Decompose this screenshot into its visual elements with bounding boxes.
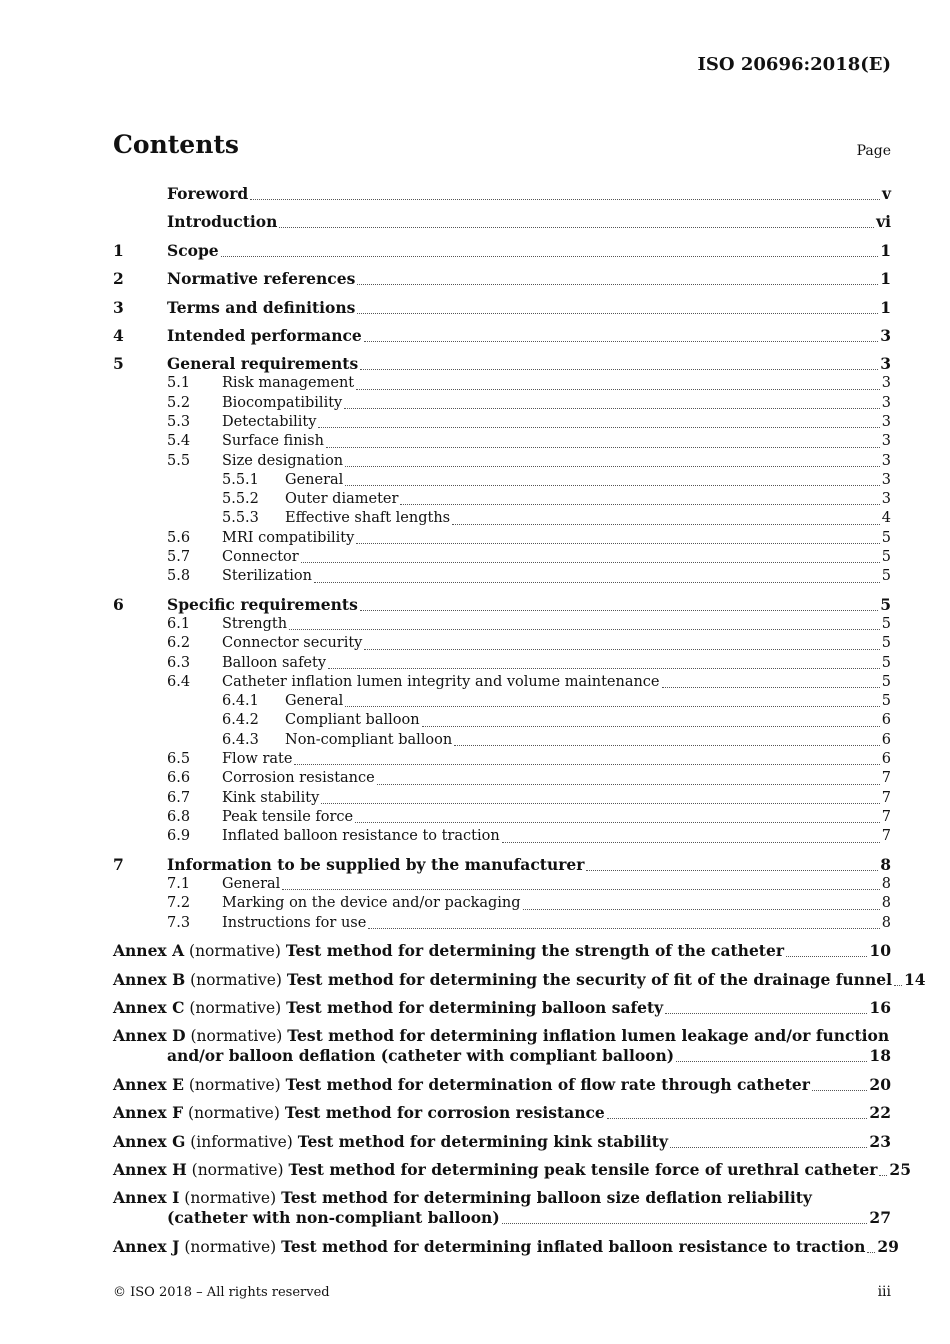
annex-page: 20 — [869, 1074, 891, 1094]
toc-entry-title: Marking on the device and/or packaging — [222, 895, 521, 912]
dot-leader — [670, 1147, 867, 1148]
dot-leader — [345, 485, 879, 486]
toc-entry[interactable] — [113, 529, 891, 548]
toc-entry-title: General — [222, 875, 281, 892]
toc-entry-number: 5.1 — [167, 375, 191, 392]
annex-title: Test method for corrosion resistance — [284, 1103, 605, 1123]
table-of-contents — [113, 184, 926, 1257]
toc-entry-title: Scope — [167, 240, 219, 260]
toc-entry-title: Risk management — [222, 375, 355, 392]
annex-entry[interactable] — [113, 969, 926, 990]
annex-page: 27 — [869, 1208, 891, 1228]
toc-entry[interactable] — [113, 654, 891, 673]
annex-type: (normative) — [184, 1237, 277, 1256]
toc-entry-page: 8 — [881, 914, 891, 931]
dot-leader — [357, 313, 878, 314]
toc-entry-page: 3 — [881, 413, 891, 430]
annex-heading — [113, 1160, 877, 1180]
dot-leader — [356, 389, 880, 390]
toc-entry-page: 4 — [881, 510, 891, 527]
toc-entry[interactable] — [113, 914, 891, 933]
annex-entry[interactable] — [113, 1075, 891, 1095]
annex-type: (normative) — [189, 942, 281, 961]
toc-entry[interactable] — [113, 413, 891, 432]
toc-entry-title: Strength — [222, 616, 288, 632]
toc-entry-title: Biocompatibility — [222, 394, 343, 411]
annex-label: Annex F — [113, 1103, 184, 1123]
dot-leader — [294, 764, 879, 765]
annex-label: Annex I — [113, 1188, 180, 1208]
annex-title: Test method for determination of flow rate through catheter — [285, 1074, 810, 1094]
toc-entry-title: Catheter inflation lumen integrity and volume maintenance — [222, 673, 660, 690]
toc-entry[interactable] — [113, 269, 891, 289]
annex-label: Annex B — [113, 969, 186, 989]
dot-leader — [523, 909, 880, 910]
toc-entry-number: 5.7 — [167, 549, 191, 566]
toc-entry[interactable] — [113, 731, 891, 750]
toc-entry-number: 5.5.3 — [222, 510, 259, 527]
toc-entry-title: Non-compliant balloon — [285, 731, 453, 748]
dot-leader — [250, 199, 880, 200]
toc-entry-title: Inflated balloon resistance to traction — [222, 828, 500, 845]
toc-entry-page: vi — [876, 212, 891, 232]
dot-leader — [662, 687, 880, 688]
annex-heading — [113, 1237, 865, 1257]
annex-title: Test method for determining inflation lumen leakage and/or function — [287, 1026, 890, 1046]
toc-entry-number: 6.4 — [167, 673, 191, 690]
dot-leader — [812, 1090, 867, 1091]
annex-entry[interactable] — [113, 1159, 911, 1180]
toc-entry-title: Specific requirements — [167, 595, 358, 614]
toc-entry[interactable] — [113, 212, 891, 232]
annex-line — [113, 969, 926, 990]
dot-leader — [357, 284, 878, 285]
toc-entry[interactable] — [113, 452, 891, 471]
copyright-notice: © ISO 2018 – All rights reserved — [113, 1285, 330, 1300]
toc-entry-page: 3 — [880, 354, 891, 374]
dot-leader — [502, 842, 880, 843]
toc-entry-number: 6.4.2 — [222, 712, 259, 729]
toc-entry-number: 5.6 — [167, 529, 191, 546]
toc-entry-title: Detectability — [222, 413, 317, 430]
toc-entry[interactable] — [113, 567, 891, 586]
annex-title: Test method for determining kink stability — [297, 1131, 668, 1151]
toc-entry-page: 8 — [881, 895, 891, 912]
toc-entry[interactable] — [113, 394, 891, 413]
toc-entry-page: 3 — [881, 471, 891, 488]
annex-page: 18 — [869, 1046, 891, 1066]
toc-entry-number: 5.3 — [167, 413, 191, 430]
toc-entry[interactable] — [113, 634, 891, 653]
toc-entry[interactable] — [113, 354, 891, 374]
annex-type: (normative) — [188, 1104, 280, 1123]
toc-entry-title: General — [285, 693, 344, 710]
toc-entry-page: 5 — [881, 635, 891, 652]
annex-continuation — [113, 1208, 891, 1228]
toc-entry[interactable] — [113, 750, 891, 769]
dot-leader — [665, 1013, 867, 1014]
toc-entry[interactable] — [113, 326, 891, 346]
annex-line — [113, 941, 891, 961]
annex-label: Annex E — [113, 1074, 184, 1094]
toc-entry-title: Size designation — [222, 452, 344, 469]
annex-entry[interactable] — [113, 1236, 899, 1257]
toc-entry-page: 3 — [881, 433, 891, 450]
toc-entry-number: 7.3 — [167, 914, 191, 931]
toc-entry-page: 8 — [881, 875, 891, 892]
toc-entry[interactable] — [113, 855, 891, 875]
toc-entry-number: 5.5.2 — [222, 491, 259, 508]
toc-entry-page: 3 — [881, 375, 891, 392]
annex-type: (normative) — [188, 1075, 281, 1094]
toc-entry-page: 8 — [880, 854, 891, 874]
toc-entry-title: Peak tensile force — [222, 808, 354, 825]
toc-entry-page: 1 — [880, 269, 891, 289]
toc-entry-number: 2 — [113, 269, 124, 289]
toc-entry-title: Effective shaft lengths — [285, 510, 451, 527]
toc-entry[interactable] — [113, 615, 891, 634]
toc-entry[interactable] — [113, 298, 891, 318]
annex-label: Annex A — [113, 941, 185, 961]
toc-entry[interactable] — [113, 595, 891, 615]
toc-entry-page: 7 — [881, 789, 891, 806]
toc-entry-title: Balloon safety — [222, 654, 327, 671]
dot-leader — [400, 504, 879, 505]
annex-page: 29 — [877, 1236, 899, 1256]
dot-leader — [586, 870, 878, 871]
annex-entry[interactable] — [113, 998, 891, 1018]
toc-entry-number: 1 — [113, 240, 124, 260]
annex-line — [113, 998, 891, 1018]
annex-label: Annex G — [113, 1131, 186, 1151]
toc-entry-page: 3 — [881, 491, 891, 508]
annex-line — [113, 1103, 891, 1123]
dot-leader — [894, 985, 902, 986]
toc-entry-page: 7 — [881, 770, 891, 787]
toc-entry-number: 6.7 — [167, 789, 191, 806]
toc-entry-title: Introduction — [167, 212, 278, 232]
toc-entry-page: 1 — [880, 297, 891, 317]
dot-leader — [328, 668, 880, 669]
toc-entry-page: 5 — [881, 654, 891, 671]
toc-entry-title: Instructions for use — [222, 914, 367, 931]
annex-type: (normative) — [190, 970, 282, 989]
dot-leader — [314, 582, 880, 583]
dot-leader — [502, 1223, 868, 1224]
toc-entry-number: 5.8 — [167, 568, 191, 585]
dot-leader — [321, 803, 879, 804]
toc-entry[interactable] — [113, 184, 891, 204]
dot-leader — [364, 649, 879, 650]
dot-leader — [368, 928, 879, 929]
toc-entry-page: 5 — [880, 595, 891, 614]
dot-leader — [786, 956, 867, 957]
annex-type: (normative) — [184, 1189, 277, 1208]
document-id: ISO 20696:2018(E) — [697, 54, 891, 75]
toc-entry[interactable] — [113, 509, 891, 528]
toc-entry[interactable] — [113, 432, 891, 451]
dot-leader — [355, 822, 880, 823]
toc-entry[interactable] — [113, 711, 891, 730]
annex-type: (normative) — [189, 999, 282, 1018]
toc-entry[interactable] — [113, 548, 891, 567]
toc-entry-page: 5 — [881, 616, 891, 632]
toc-entry-title: Normative references — [167, 269, 356, 289]
annex-entry[interactable] — [113, 1132, 891, 1152]
annex-line — [113, 1159, 911, 1180]
toc-entry-page: 5 — [881, 673, 891, 690]
dot-leader — [364, 341, 878, 342]
annex-title: Test method for determining balloon size deflation reliability — [281, 1188, 812, 1208]
annex-first-line — [113, 1026, 891, 1046]
toc-entry-number: 5.2 — [167, 394, 191, 411]
annex-line — [113, 1132, 891, 1152]
page-number: iii — [877, 1284, 891, 1300]
toc-entry-number: 6 — [113, 595, 124, 614]
page-column-label: Page — [856, 143, 891, 159]
toc-entry-title: Foreword — [167, 184, 249, 203]
dot-leader — [879, 1175, 887, 1176]
annex-continuation — [113, 1046, 891, 1066]
dot-leader — [676, 1061, 867, 1062]
toc-entry-page: 7 — [881, 828, 891, 845]
toc-entry-page: 5 — [881, 549, 891, 566]
annex-label: Annex C — [113, 998, 185, 1018]
toc-entry-title: Intended performance — [167, 325, 362, 345]
toc-entry-page: 3 — [880, 325, 891, 345]
annex-label: Annex H — [113, 1159, 187, 1179]
toc-entry-title: Terms and definitions — [167, 297, 356, 317]
dot-leader — [345, 706, 879, 707]
dot-leader — [301, 562, 880, 563]
toc-entry[interactable] — [113, 827, 891, 846]
annex-page: 14 — [903, 969, 926, 989]
toc-entry-number: 6.3 — [167, 654, 191, 671]
annex-title: Test method for determining balloon safety — [286, 998, 664, 1018]
toc-entry-page: 5 — [881, 693, 891, 710]
annex-title-continued: (catheter with non-compliant balloon) — [167, 1208, 500, 1228]
toc-entry[interactable] — [113, 894, 891, 913]
toc-entry-title: General requirements — [167, 354, 359, 374]
annex-page: 16 — [869, 998, 891, 1018]
dot-leader — [454, 745, 880, 746]
annex-line — [113, 1236, 899, 1257]
dot-leader — [289, 629, 880, 630]
annex-page: 23 — [869, 1131, 891, 1151]
dot-leader — [422, 726, 880, 727]
annex-title: Test method for determining inflated balloon resistance to traction — [281, 1236, 866, 1256]
toc-entry-title: Outer diameter — [285, 491, 399, 508]
toc-entry-number: 5.5.1 — [222, 471, 259, 488]
toc-entry-number: 6.4.1 — [222, 693, 259, 710]
page-title: Contents — [113, 130, 240, 159]
toc-entry-number: 6.8 — [167, 808, 191, 825]
toc-entry-page: 1 — [880, 240, 891, 260]
annex-heading — [113, 1132, 668, 1152]
toc-entry-title: Surface finish — [222, 433, 324, 450]
toc-entry-page: 3 — [881, 394, 891, 411]
toc-entry-number: 7.1 — [167, 875, 191, 892]
dot-leader — [452, 524, 880, 525]
toc-entry[interactable] — [113, 808, 891, 827]
toc-entry-page: 7 — [881, 808, 891, 825]
toc-entry-page: 5 — [881, 529, 891, 546]
dot-leader — [377, 784, 880, 785]
toc-entry-page: 3 — [881, 452, 891, 469]
toc-entry-number: 3 — [113, 297, 124, 317]
toc-entry-number: 4 — [113, 325, 124, 345]
annex-title-continued: and/or balloon deflation (catheter with compliant balloon) — [167, 1046, 675, 1066]
toc-entry[interactable] — [113, 490, 891, 509]
dot-leader — [221, 256, 879, 257]
toc-entry[interactable] — [113, 875, 891, 894]
toc-entry-number: 6.4.3 — [222, 731, 259, 748]
toc-entry-title: Connector — [222, 549, 299, 566]
toc-entry-number: 6.1 — [167, 616, 191, 632]
dot-leader — [607, 1118, 868, 1119]
annex-type: (informative) — [190, 1132, 293, 1151]
toc-entry-title: Kink stability — [222, 789, 320, 806]
dot-leader — [279, 227, 874, 228]
toc-entry[interactable] — [113, 471, 891, 490]
dot-leader — [345, 466, 880, 467]
toc-entry[interactable] — [113, 673, 891, 692]
annex-heading — [113, 970, 892, 990]
toc-entry[interactable] — [113, 374, 891, 393]
toc-entry-number: 6.6 — [167, 770, 191, 787]
dot-leader — [867, 1252, 875, 1253]
toc-entry-title: Corrosion resistance — [222, 770, 375, 787]
toc-entry-title: Sterilization — [222, 568, 313, 585]
annex-type: (normative) — [190, 1027, 283, 1046]
annex-type: (normative) — [191, 1160, 284, 1179]
toc-entry-page: 6 — [881, 731, 891, 748]
annex-heading — [113, 1103, 605, 1123]
toc-entry-title: General — [285, 471, 344, 488]
annex-title: Test method for determining the strength of the catheter — [285, 941, 784, 961]
annex-line — [113, 1075, 891, 1095]
toc-entry-title: Flow rate — [222, 751, 293, 768]
toc-entry-number: 5.5 — [167, 452, 191, 469]
annex-entry[interactable] — [113, 1103, 891, 1123]
annex-heading — [113, 941, 784, 961]
annex-title: Test method for determining peak tensile force of urethral catheter — [288, 1159, 878, 1179]
dot-leader — [282, 889, 879, 890]
toc-entry-page: v — [881, 184, 891, 203]
toc-entry-number: 6.2 — [167, 635, 191, 652]
dot-leader — [318, 427, 879, 428]
toc-entry[interactable] — [113, 692, 891, 711]
toc-entry-number: 5.4 — [167, 433, 191, 450]
toc-entry-number: 6.5 — [167, 751, 191, 768]
annex-entry[interactable] — [113, 1188, 891, 1228]
toc-entry-number: 5 — [113, 354, 124, 374]
annex-entry[interactable] — [113, 941, 891, 961]
toc-entry-title: Connector security — [222, 635, 363, 652]
annex-page: 25 — [889, 1159, 911, 1179]
annex-first-line — [113, 1188, 891, 1208]
annex-page: 10 — [869, 941, 891, 961]
toc-entry-number: 7.2 — [167, 895, 191, 912]
toc-entry-page: 5 — [881, 568, 891, 585]
toc-entry-title: Information to be supplied by the manufacturer — [167, 854, 585, 874]
toc-entry-number: 6.9 — [167, 828, 191, 845]
annex-title: Test method for determining the security of fit of the drainage funnel — [286, 969, 892, 989]
annex-page: 22 — [869, 1103, 891, 1123]
dot-leader — [360, 369, 878, 370]
annex-heading — [113, 998, 663, 1018]
toc-entry-page: 6 — [881, 751, 891, 768]
toc-entry-title: Compliant balloon — [285, 712, 420, 729]
dot-leader — [326, 447, 880, 448]
dot-leader — [344, 408, 880, 409]
toc-entry[interactable] — [113, 789, 891, 808]
toc-entry[interactable] — [113, 241, 891, 261]
dot-leader — [360, 610, 878, 611]
toc-entry-number: 7 — [113, 854, 124, 874]
annex-heading — [113, 1075, 810, 1095]
toc-entry-title: MRI compatibility — [222, 529, 355, 546]
toc-entry-page: 6 — [881, 712, 891, 729]
toc-entry[interactable] — [113, 769, 891, 788]
dot-leader — [356, 543, 879, 544]
annex-label: Annex D — [113, 1026, 186, 1046]
annex-label: Annex J — [113, 1236, 180, 1256]
annex-entry[interactable] — [113, 1026, 891, 1066]
